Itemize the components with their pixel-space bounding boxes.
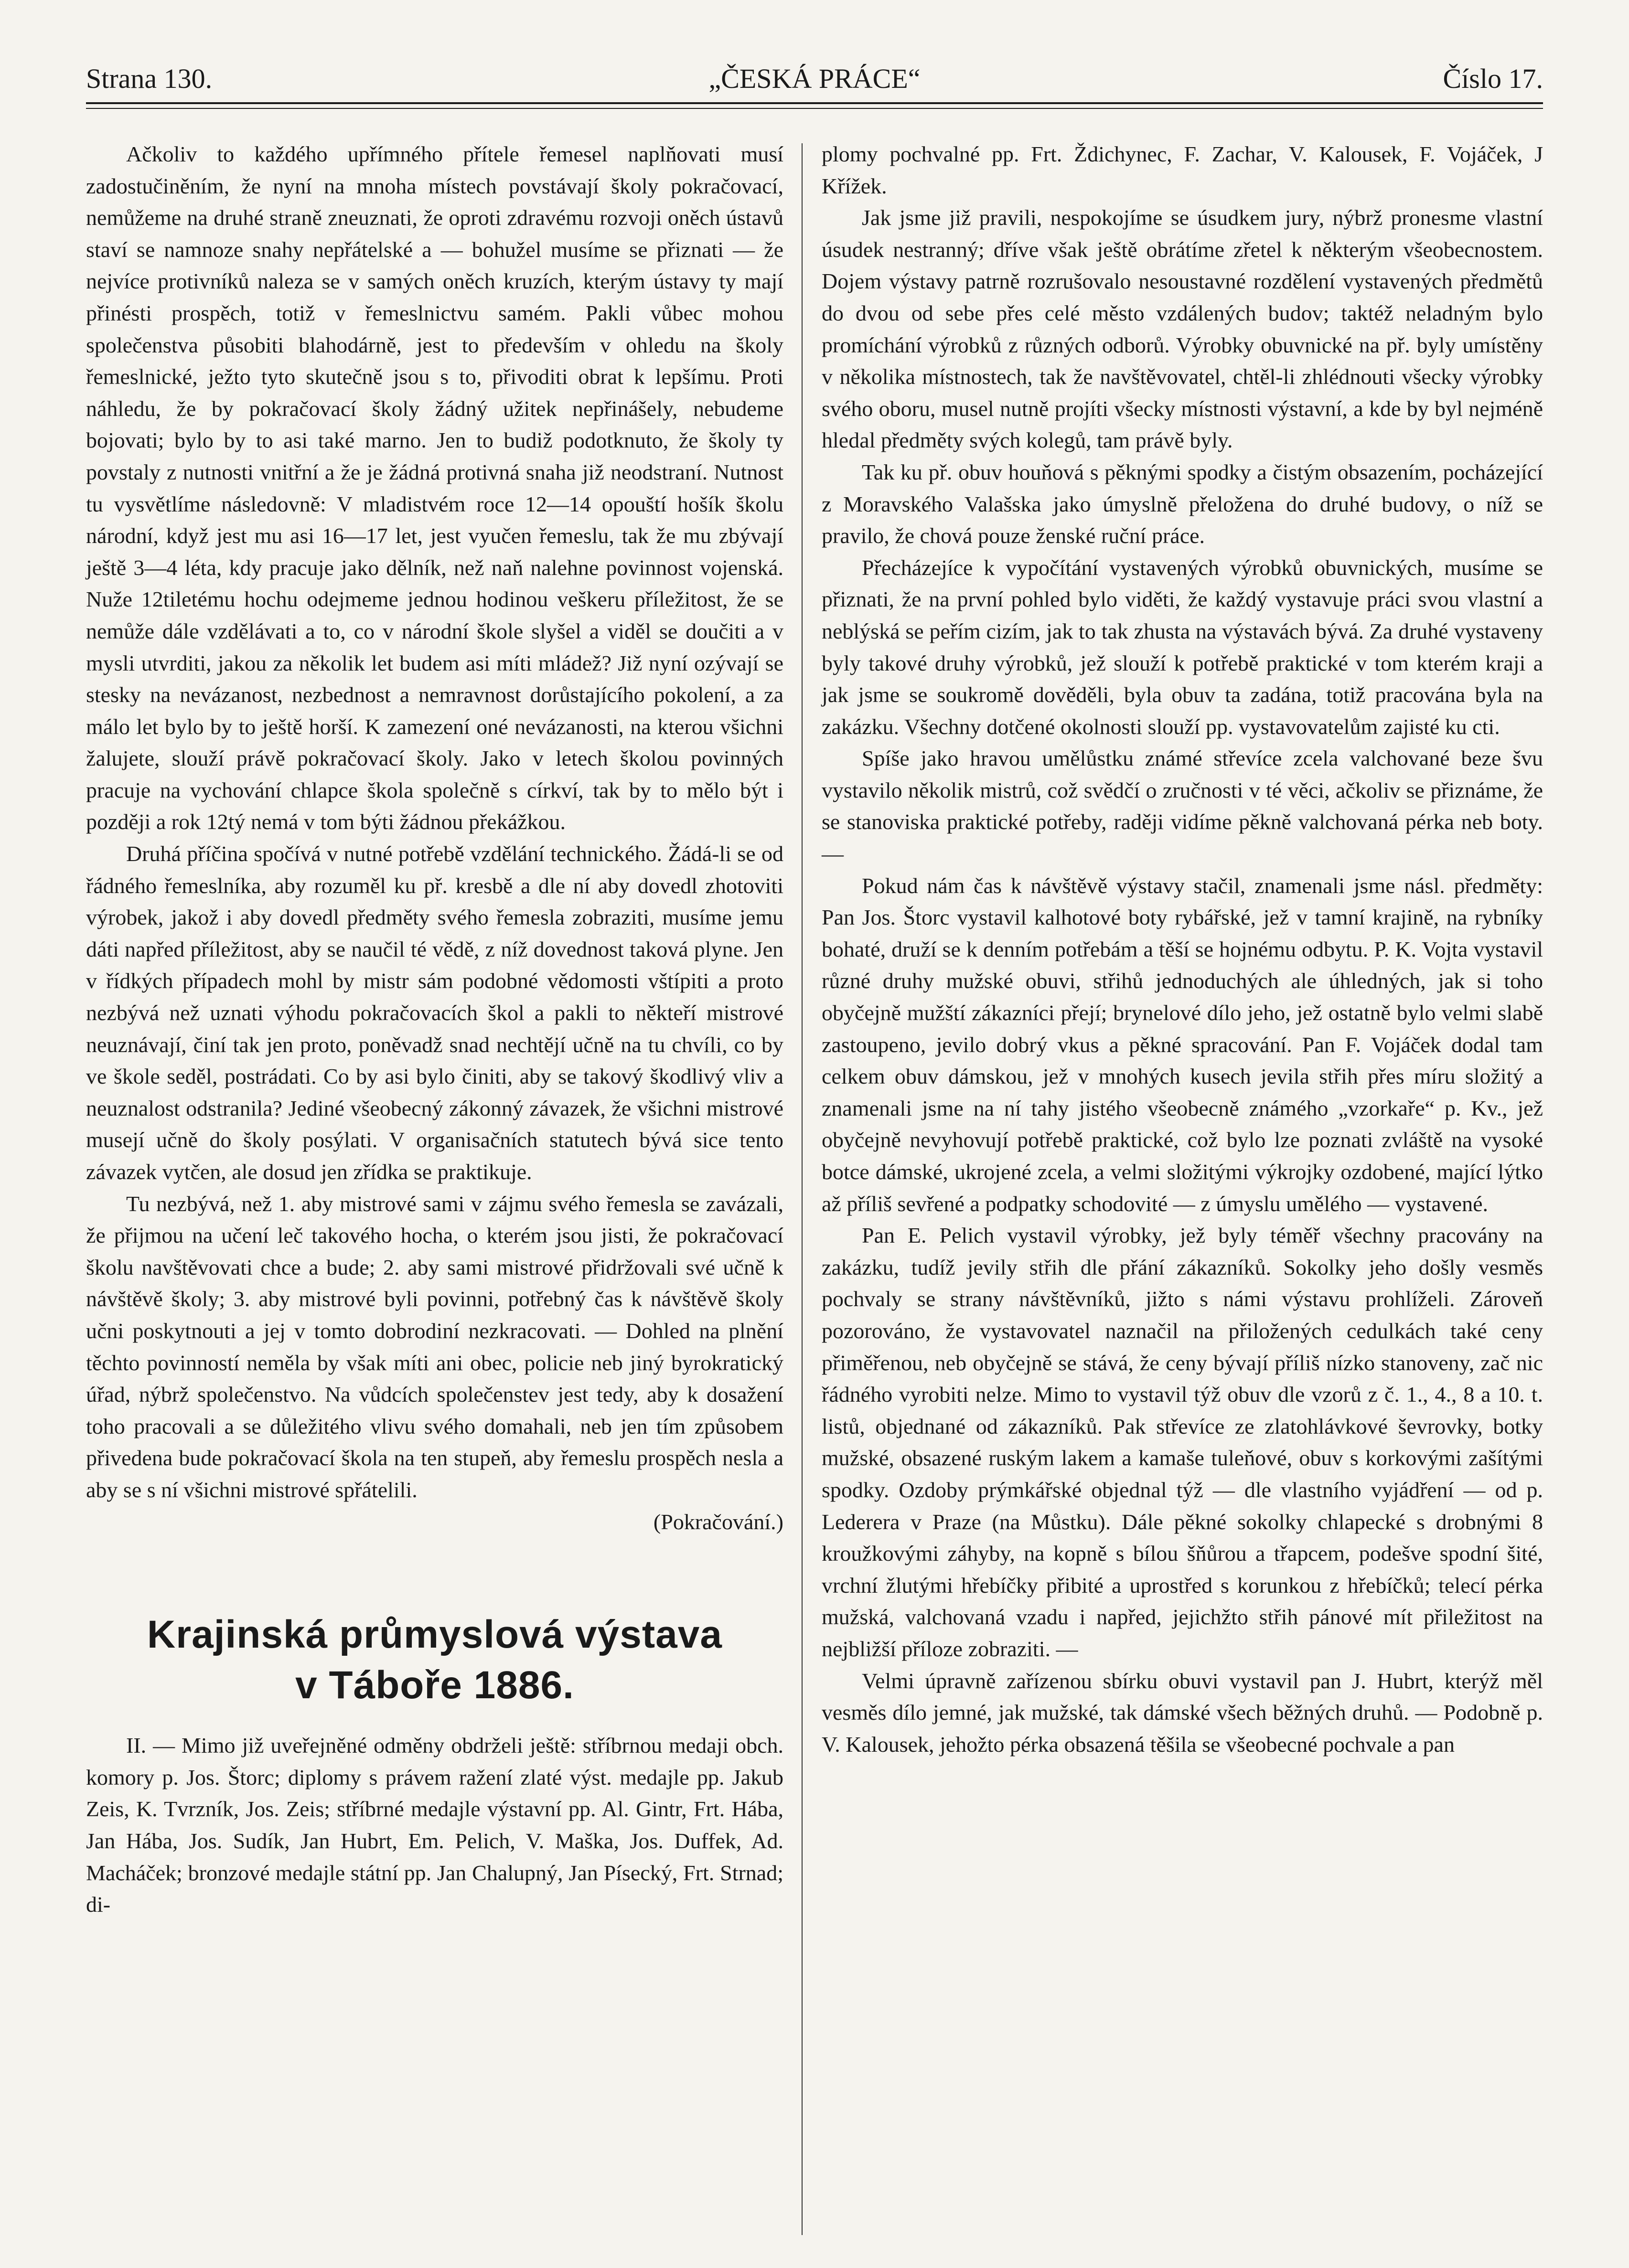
paragraph: Tu nezbývá, než 1. aby mistrové sami v zájmu svého řemesla se zavázali, že přijmou na učení leč takového hocha, o kterém jsou jisti, že pokračovací školu navštěvovati chce a bude; 2. aby sami mistrové přidržovali své učně k návštěvě školy; 3. aby mistrové byli povinni, potřebný čas k návštěvě školy učni poskytnouti a jej v tomto dobrodiní nezkracovati. — Dohled na plnění těchto povinností neměla by však míti ani obec, policie neb jiný byrokratický úřad, nýbrž společenstvo. Na vůdcích společenstev jest tedy, aby k dosažení toho pracovali a se důležitého vlivu svého domahali, neb jen tím způsobem přivedena bude pokračovací škola na ten stupeň, aby řemeslu prospěch nesla a aby se s ní všichni mistrové spřátelili. [86, 1191, 783, 1502]
journal-title: „ČESKÁ PRÁCE“ [708, 63, 921, 94]
article-title-line: Krajinská průmyslová výstava [147, 1613, 722, 1657]
paragraph: Jak jsme již pravili, nespokojíme se úsudkem jury, nýbrž pronesme vlastní úsudek nestranný; dříve však ještě obrátíme zřetel k některým všeobecnostem. Dojem výstavy patrně rozrušovalo nesoustavné rozdělení vystavených předmětů do dvou od sebe přes celé město vzdálených budov; taktéž neladným bylo promíchání výrobků z různých odborů. Výrobky obuvnické na př. byly umístěny v několika místnostech, tak že navštěvovatel, chtěl-li zhlédnouti všecky výrobky svého oboru, musel nutně projíti všecky místnosti výstavní, a kde by byl nejméně hledal předměty svých kolegů, tam právě byly. [822, 205, 1543, 453]
header-rule-thin [86, 108, 1543, 109]
paragraph: Tak ku př. obuv houňová s pěknými spodky a čistým obsazením, pocházející z Moravského Valašska jako úmyslně přeložena do druhé budovy, o níž se pravilo, že chová pouze ženské ruční práce. [822, 459, 1543, 548]
paragraph: Ačkoliv to každého upřímného přítele řemesel naplňovati musí zadostučiněním, že nyní na mnoha místech povstávají školy pokračovací, nemůžeme na druhé straně zneuznati, že oproti zdravému rozvoji oněch ústavů staví se namnoze snahy nepřátelské a — bohužel musíme se přiznati — že nejvíce protivníků naleza se v samých oněch kruzích, kterým ústavy ty mají přinésti prospěch, totiž v řemeslnictvu samém. Pakli vůbec mohou společenstva působiti blahodárně, jest to především v ohledu na školy řemeslnické, ježto tyto skutečně jsou s to, přivoditi obrat k lepšímu. Proti náhledu, že by pokračovací školy žádný užitek nepřinášely, nebudeme bojovati; bylo by to asi také marno. Jen to budiž podotknuto, že školy ty povstaly z nutnosti vnitřní a že je žádná protivná snaha již neodstraní. Nutnost tu vysvětlíme následovně: V mladistvém roce 12—14 opouští hošík školu národní, když jest mu asi 16—17 let, jest vyučen řemeslu, tak že mu zbývají ještě 3—4 léta, kdy pracuje jako dělník, než naň nalehne povinnost vojenská. Nuže 12tiletému hochu odejmeme jednou hodinou veškeru příležitost, že se nemůže dále vzdělávati a to, co v národní škole slyšel a viděl se doučiti a v mysli utvrditi, jakou za několik let budem asi míti mládež? Již nyní ozývají se stesky na nevázanost, nezbednost a nemravnost dorůstajícího pokolení, a za málo let bylo by to ještě horší. K zamezení oné nevázanosti, na kterou všichni žalujete, slouží právě pokračovací školy. Jako v letech školou povinných pracuje na vychování chlapce škola společně s církví, tak by to mělo být i později a rok 12tý nemá v tom býti žádnou překážkou. [86, 142, 783, 834]
header-rule-thick [86, 102, 1543, 104]
issue-number: Číslo 17. [1443, 63, 1543, 94]
paragraph: Přecházejíce k vypočítání vystavených výrobků obuvnických, musíme se přiznati, že na první pohled bylo viděti, že každý vystavuje práci svou vlastní a neblýská se peřím cizím, jak to tak zhusta na výstavách bývá. Za druhé vystaveny byly takové druhy výrobků, jež slouží k potřebě praktické v tom kterém kraji a jak jsme se soukromě dověděli, byla obuv ta zadána, totiž pracována byla na zakázku. Všechny dotčené okolnosti slouží pp. vystavovatelům zajisté ku cti. [822, 555, 1543, 739]
article-title-line: v Táboře 1886. [295, 1663, 574, 1707]
left-column [86, 138, 783, 1921]
paragraph: Pan E. Pelich vystavil výrobky, jež byly téměř všechny pracovány na zakázku, tudíž jevily střih dle přání zákazníků. Sokolky jeho došly vesměs pochvaly se strany návštěvníků, jižto s námi výstavu prohlíželi. Zároveň pozorováno, že vystavovatel naznačil na přiložených cedulkách také ceny přiměřenou, neb obyčejně se stává, že ceny bývají příliš nízko stanoveny, zač nic řádného vyrobiti nelze. Mimo to vystavil týž obuv dle vzorů z č. 1., 4., 8 a 10. t. listů, objednané od zákazníků. Pak střevíce ze zlatohlávkové ševrovky, botky mužské, obsazené ruským lakem a kamaše tuleňové, obuv s korkovými zašítými spodky. Ozdoby prýmkářské objednal týž — dle vlastního vyjádření — od p. Lederera v Praze (na Můstku). Dále pěkné sokolky chlapecké s drobnými 8 kroužkovými záhyby, na kopně s bílou šňůrou a třapcem, podešve spodní šité, vrchní žlutými hřebíčky přibité a uprostřed s korunkou z hřebíčků; telecí pérka mužská, valchovaná vzadu i napřed, jejichžto střih pánové mít přiležitost na nejbližší příloze zobraziti. — [822, 1223, 1543, 1661]
paragraph: II. — Mimo již uveřejněné odměny obdrželi ještě: stříbrnou medaji obch. komory p. Jos. Štorc; diplomy s právem ražení zlaté výst. medajle pp. Jakub Zeis, K. Tvrzník, Jos. Zeis; stříbrné medajle výstavní pp. Al. Gintr, Frt. Hába, Jan Hába, Jos. Sudík, Jan Hubrt, Em. Pelich, V. Maška, Jos. Duffek, Ad. Macháček; bronzové medajle státní pp. Jan Chalupný, Jan Písecký, Frt. Strnad; di- [86, 1733, 783, 1917]
right-column [822, 138, 1543, 1760]
article-title [86, 1609, 783, 1711]
paragraph: Velmi úpravně zařízenou sbírku obuvi vystavil pan J. Hubrt, kterýž měl vesměs dílo jemné, jak mužské, tak dámské všech běžných druhů. — Podobně p. V. Kalousek, jehožto pérka obsazená těšila se všeobecné pochvale a pan [822, 1668, 1543, 1757]
continued-note: (Pokračování.) [653, 1509, 783, 1534]
paragraph: Spíše jako hravou umělůstku známé střevíce zcela valchované beze švu vystavilo několik mistrů, což svědčí o zručnosti v té věci, ačkoliv se přiznáme, že se stanoviska praktické potřeby, raději vidíme pěkně valchovaná pérka neb boty. — [822, 746, 1543, 866]
paragraph: Pokud nám čas k návštěvě výstavy stačil, znamenali jsme násl. předměty: Pan Jos. Štorc vystavil kalhotové boty rybářské, jež v tamní krajině, na rybníky bohaté, druží se k denním potřebám a těší se hojnému odbytu. P. K. Vojta vystavil různé druhy mužské obuvi, střihů jednoduchých ale úhledných, jak si toho obyčejně mužští zákazníci přejí; brynelové dílo jeho, jež ostatně bylo velmi slabě zastoupeno, jevilo dobrý vkus a pěkné spracování. Pan F. Vojáček dodal tam celkem obuv dámskou, jež v mnohých kusech jevila střih přes míru složitý a znamenali jsme na ní tahy jistého všeobecně známého „vzorkaře“ p. Kv., jež obyčejně nevyhovují potřebě praktické, což bylo lze poznati zvláště na vysoké botce dámské, ukrojené zcela, a velmi složitými výkrojky ozdobené, mající lýtko až příliš sevřené a podpatky schodovité — z úmyslu umělého — vystavené. [822, 873, 1543, 1216]
paragraph: Druhá příčina spočívá v nutné potřebě vzdělání technického. Žádá-li se od řádného řemeslníka, aby rozuměl ku př. kresbě a dle ní aby dovedl zhotoviti výrobek, jakož i aby dovedl předměty svého řemesla zobraziti, musíme jemu dáti napřed příležitost, aby se naučil té vědě, z níž dovednost taková plyne. Jen v řídkých případech mohl by mistr sám podobné vědomosti vštípiti a proto nezbývá než uznati výhodu pokračovacích škol a pakli to někteří mistrové neuznávají, činí tak jen proto, poněvadž snad nechtějí učně na tu chvíli, co by ve škole seděl, postrádati. Co by asi bylo činiti, aby se takový škodlivý vliv a neuznalost odstranila? Jediné všeobecný zákonný závazek, že všichni mistrové musejí učně do školy posýlati. V organisačních statutech bývá sice tento závazek vytčen, ale dosud jen zřídka se praktikuje. [86, 841, 783, 1184]
column-divider [802, 143, 803, 2235]
paragraph: plomy pochvalné pp. Frt. Ždichynec, F. Zachar, V. Kalousek, F. Vojáček, J Křížek. [822, 142, 1543, 198]
running-header [86, 57, 1543, 100]
page-number: Strana 130. [86, 63, 213, 94]
